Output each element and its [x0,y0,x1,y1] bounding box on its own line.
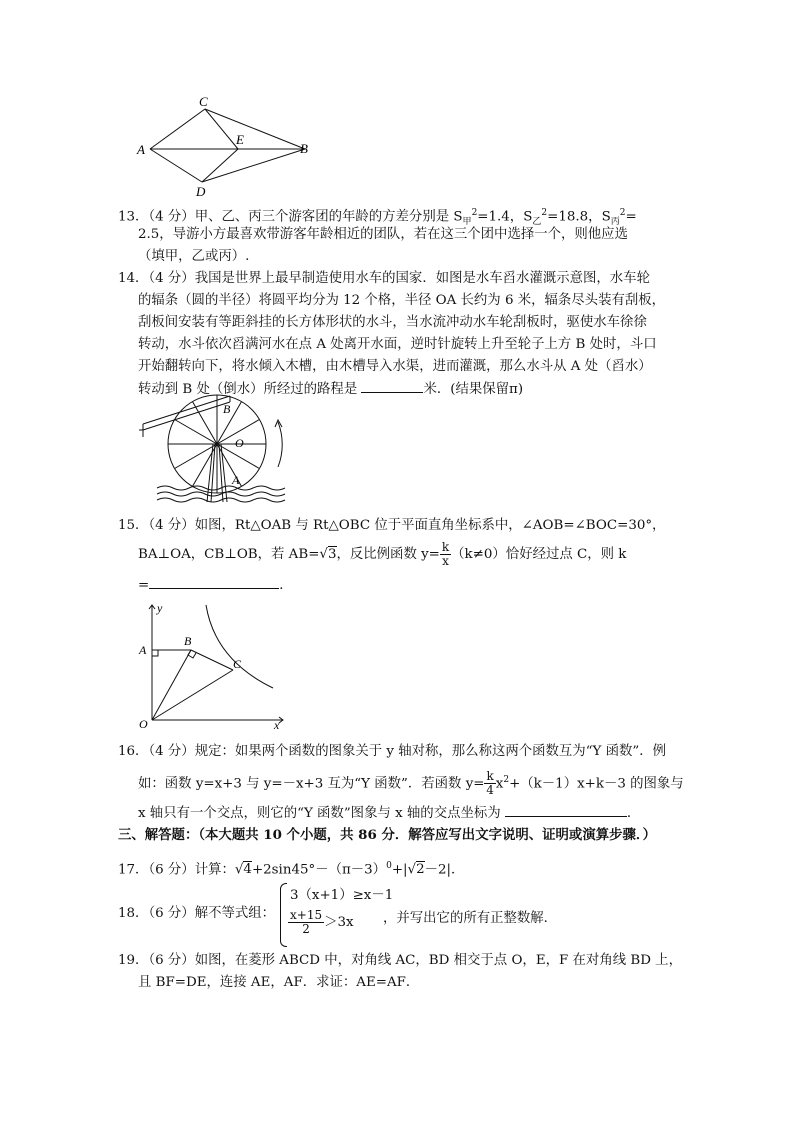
sqrt3-value: 3 [327,547,337,562]
q13-line3: （填甲，乙或丙）. [138,249,250,264]
q19-line2: 且 BF=DE，连接 AE，AF．求证：AE=AF． [138,975,420,990]
sup-2a: 2 [471,208,478,218]
q15-line3 [138,574,293,597]
q14-line3: 刮板间安装有等距斜挂的长方体形状的水斗，当水流冲动水车轮刮板时，驱使水车徐徐 [138,315,647,330]
q17-text-c: +| [391,862,408,878]
q17-exp-0: 0 [386,861,392,871]
sqrt2-value: 2 [416,862,425,878]
sqrt4-value: 4 [243,862,252,878]
q18-ineq1: 3（x+1）≥x－1 [290,888,394,903]
q18-ineq2-tail: ＞3x [324,915,354,930]
q18-brace [280,883,287,947]
frac-den-x: x [442,554,449,568]
label-c: C [199,94,208,109]
q16-text-2c: +（k－1）x+k－3 的图象与 [509,776,684,792]
q13-text-a: 甲、乙、丙三个游客团的年龄的方差分别是 S [194,209,463,225]
q14-text-1: 我国是世界上最早制造使用水车的国家．如图是水车舀水灌溉示意图，水车轮 [194,271,650,286]
q16-text-2b: x [495,776,504,792]
q15-text-2c: （k≠0）恰好经过点 C，则 k [451,547,627,562]
q15-score: （4 分） [148,518,195,533]
figure-coordinate-plane [133,600,293,735]
q14-line5: 开始翻转向下，将水倾入木槽，由木槽导入水渠，进而灌溉，那么水斗从 A 处（舀水） [138,359,652,374]
q15-eq: = [138,578,150,593]
q16-text-3: x 轴只有一个交点，则它的“Y 函数”图象与 x 轴的交点坐标为 [138,806,501,821]
q16-line2 [138,769,684,797]
axis-label-y: y [157,601,163,615]
figure-kite-abecd [130,92,330,202]
q19-number: 19． [118,953,149,968]
q15-fraction-k-x [440,541,451,568]
label-e: E [236,132,244,147]
sqrt-sign-2: √ [407,862,417,878]
q14-line2: 的辐条（圆的半径）将圆平均分为 12 个格，半径 OA 长约为 6 米，辐条尽头装有刮板， [138,293,666,308]
q17-line [118,855,464,881]
frac16-num: k [486,769,494,784]
figure-water-wheel [135,392,295,504]
q17-number: 17． [118,862,149,878]
point-label-o: O [139,717,148,731]
q19-score: （6 分） [148,953,195,968]
section-3-heading [118,824,656,846]
q18-number: 18． [118,906,149,921]
q18-score: （6 分） [148,906,195,921]
q18-fraction [288,909,324,936]
wheel-label-o: O [235,436,244,450]
q15-text-2a: BA⊥OA，CB⊥OB，若 AB= [138,547,320,562]
q14-last-a: 转动到 B 处（倒水）所经过的路程是 [138,382,358,397]
q16-line1 [118,741,666,763]
q14-number: 14． [118,271,149,286]
label-a: A [137,142,145,157]
q13-line2: 2.5，导游小方最喜欢带游客年龄相近的团队，若在这三个团中选择一个，则他应选 [138,227,628,242]
q19-line1 [118,950,682,972]
q14-score: （4 分） [148,271,195,286]
q18-ineq2 [288,909,354,936]
q13-val-jia: =1.4，S [477,209,533,225]
q16-text-2a: 如：函数 y=x+3 与 y=－x+3 互为“Y 函数”．若函数 y= [138,776,485,792]
sub-yi: 乙 [532,217,542,228]
point-label-b: B [184,634,192,648]
q15-text-1: 如图，Rt△OAB 与 Rt△OBC 位于平面直角坐标系中，∠AOB=∠BOC=30°， [194,518,666,533]
q15-number: 15． [118,518,149,533]
label-b: B [300,141,308,156]
point-label-a: A [139,643,147,657]
q17-text-a: 计算： [194,862,235,878]
q15-line2 [138,541,626,568]
q14-line1 [118,268,650,290]
section-3-desc: （本大题共 10 个小题，共 86 分．解答应写出文字说明、证明或演算步骤．） [198,827,656,843]
wheel-label-a: A [232,473,240,487]
q15-period: ． [279,578,293,593]
axis-label-x: x [274,718,280,732]
q18-text-a: 解不等式组： [194,906,276,921]
q15-text-2b: ，反比例函数 y= [336,547,440,562]
sup-2c: 2 [619,208,626,218]
sub-bing: 丙 [610,217,620,228]
q16-line3 [138,802,640,825]
q16-sup-2: 2 [503,775,510,785]
q15-answer-blank[interactable] [149,574,279,589]
q19-text-1: 如图，在菱形 ABCD 中，对角线 AC，BD 相交于点 O，E，F 在对角线 BD 上， [194,953,682,968]
q14-last-b: 米．(结果保留π) [423,382,524,397]
q18-frac-den: 2 [302,922,310,936]
q15-line1 [118,515,665,537]
sub-jia: 甲 [462,217,472,228]
frac16-den: 4 [486,783,494,798]
q17-text-b: +2sin45°－（π－3） [251,862,387,878]
frac-num-k: k [441,540,450,554]
q18-suffix: ，并写出它的所有正整数解． [383,911,558,926]
q14-answer-blank[interactable] [361,378,423,393]
label-d: D [196,184,206,199]
q17-text-d: －2|． [424,862,465,878]
q16-number: 16． [118,744,149,759]
q16-text-1: 规定：如果两个函数的图象关于 y 轴对称，那么称这两个函数互为“Y 函数”．例 [194,744,667,759]
sqrt-sign-4: √ [234,862,244,878]
q13-score: （4 分） [148,209,195,225]
sup-2b: 2 [541,208,548,218]
section-3-title: 三、解答题： [118,827,199,843]
q18-prefix [118,903,275,925]
q16-period: ． [626,806,641,821]
q13-val-yi: =18.8，S [547,209,611,225]
wheel-label-b: B [223,402,231,416]
q16-fraction-k-4 [484,770,495,797]
q13-number: 13． [118,209,149,225]
q16-answer-blank[interactable] [505,802,627,817]
q18-frac-num: x+15 [290,908,323,922]
point-label-c: C [233,657,242,671]
sqrt-sign: √ [319,547,328,562]
q14-line4: 转动，水斗依次舀满河水在点 A 处离开水面，逆时针旋转上升至轮子上方 B 处时，斗口 [138,337,657,352]
q16-score: （4 分） [148,744,195,759]
q13-val-bing: = [625,209,637,225]
q17-score: （6 分） [148,862,195,878]
